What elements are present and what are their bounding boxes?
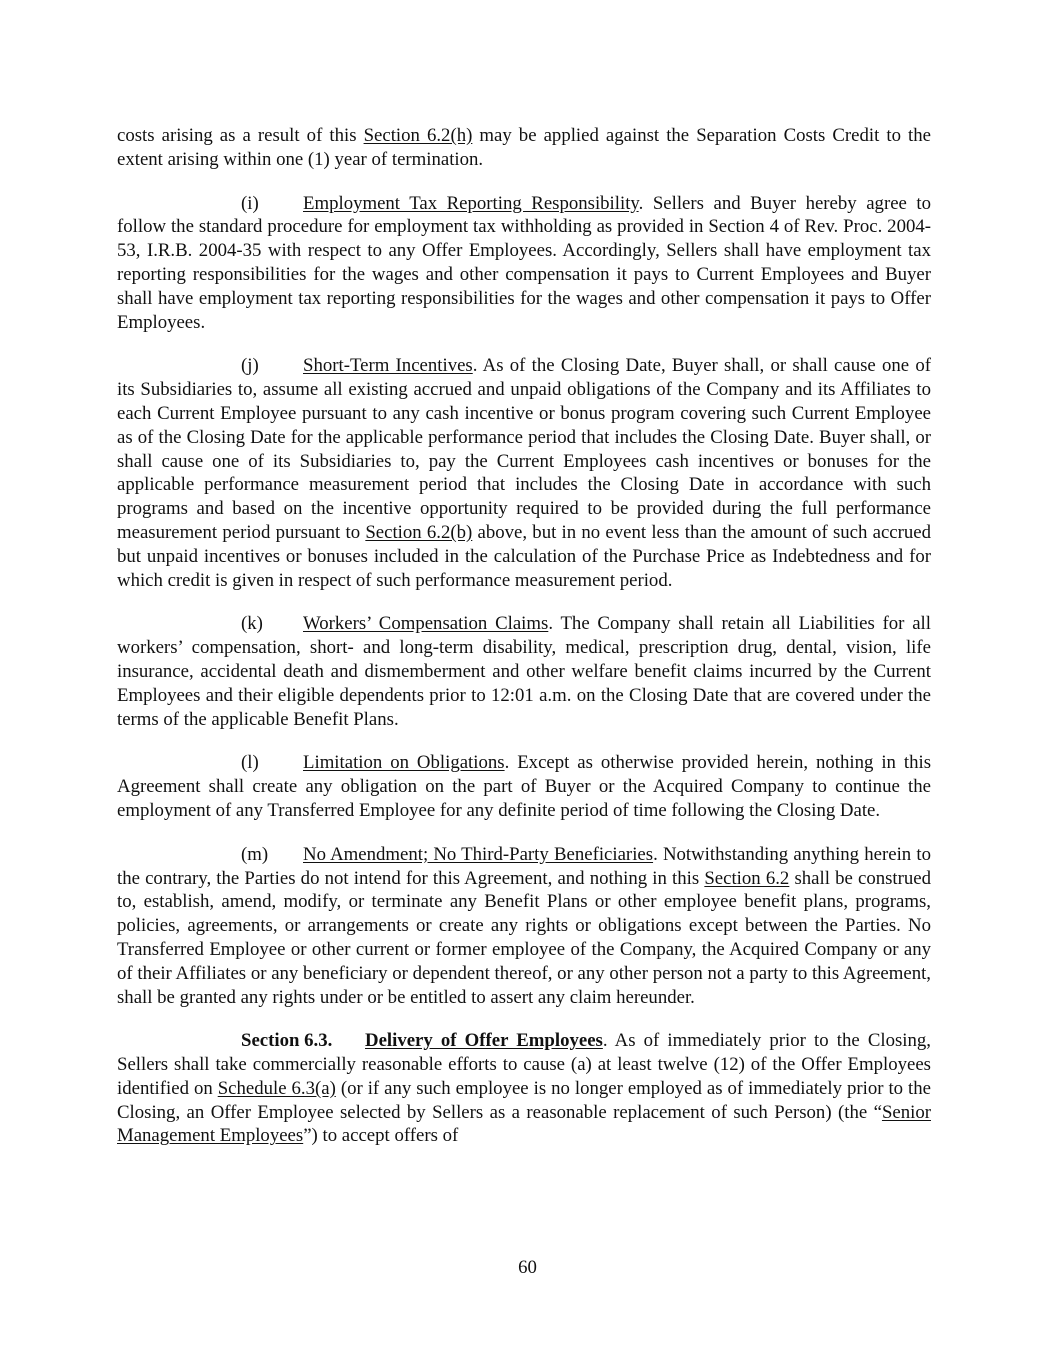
paragraph-heading: No Amendment; No Third-Party Beneficiaries [303, 843, 654, 865]
paragraph-j: (j) Short-Term Incentives. As of the Closing Date, Buyer shall, or shall cause one of its Subsidiaries to, assume all existing accrued and unpaid obligations of the Company and its Affiliates to each Current Employee pursuant to any cash incentive or bonus program covering such Current Employee as of the Closing Date for the applicable performance period that includes the Closing Date. Buyer shall, or shall cause one of its Subsidiaries to, pay the Current Employees cash incentives or bonuses for the applicable performance measurement period that includes the Closing Date in accordance with such programs and based on the incentive opportunity required to be provided during the full performance measurement period pursuant to Section 6.2(b) above, but in no event less than the amount of such accrued but unpaid incentives or bonuses included in the calculation of the Purchase Price as Indebtedness and for which credit is given in respect of such performance measurement period. [117, 355, 931, 591]
paragraph-label: (k) [241, 613, 263, 635]
paragraph-heading: Short-Term Incentives [303, 355, 473, 377]
section-number: Section 6.3. [241, 1030, 333, 1052]
paragraph-label: (i) [241, 192, 259, 214]
paragraph-heading: Limitation on Obligations [303, 752, 505, 774]
paragraph-label: (j) [241, 355, 259, 377]
paragraph-heading: Workers’ Compensation Claims [303, 613, 549, 635]
paragraph-label: (l) [241, 752, 259, 774]
section-reference: Section 6.2(h) [363, 125, 473, 146]
paragraph-l: (l) Limitation on Obligations. Except as otherwise provided herein, nothing in this Agreement shall create any obligation on the part of Buyer or the Acquired Company to continue the employment of any Transferred Employee for any definite period of time following the Closing Date. [117, 752, 932, 821]
paragraph-k: (k) Workers’ Compensation Claims. The Company shall retain all Liabilities for all workers’ compensation, short- and long-term disability, medical, prescription drug, dental, vision, life insurance, accidental death and dismemberment and other welfare benefit claims incurred by the Current Employees and their eligible dependents prior to 12:01 a.m. on the Closing Date that are covered under the terms of the applicable Benefit Plans. [117, 613, 931, 730]
paragraph-label: (m) [241, 843, 269, 865]
section-reference: Section 6.2 [704, 867, 790, 889]
document-page [117, 124, 931, 1168]
section-reference: Section 6.2(b) [365, 521, 473, 543]
defined-term: Senior Management Employees [117, 1101, 931, 1147]
paragraph-m: (m) No Amendment; No Third-Party Beneficiaries. Notwithstanding anything herein to the contrary, the Parties do not intend for this Agreement, and nothing in this Section 6.2 shall be construed to, establish, amend, modify, or terminate any Benefit Plans or other employee benefit plans, programs, policies, agreements, or arrangements or create any rights or obligations except between the Parties. No Transferred Employee or other current or former employee of the Company, the Acquired Company or any of their Affiliates or any beneficiary or dependent thereof, or any other person not a party to this Agreement, shall be granted any rights under or be entitled to assert any claim hereunder. [117, 843, 931, 1008]
page-number: 60 [518, 1257, 537, 1278]
section-title: Delivery of Offer Employees [365, 1030, 603, 1052]
paragraph-i: (i) Employment Tax Reporting Responsibility. Sellers and Buyer hereby agree to follow the standard procedure for employment tax withholding as provided in Section 4 of Rev. Proc. 2004-53, I.R.B. 2004-35 with respect to any Offer Employees. Accordingly, Sellers shall have employment tax reporting responsibilities for the wages and other compensation it pays to Current Employees and Buyer shall have employment tax reporting responsibilities for the wages and other compensation it pays to Offer Employees. [117, 192, 932, 333]
paragraph-heading: Employment Tax Reporting Responsibility [303, 192, 639, 214]
intro-paragraph: costs arising as a result of this Section 6.2(h) may be applied against the Separation Costs Credit to the extent arising within one (1) year of termination. [117, 125, 931, 170]
schedule-reference: Schedule 6.3(a) [217, 1077, 336, 1099]
section-6-3: Section 6.3. Delivery of Offer Employees. As of immediately prior to the Closing, Sellers shall take commercially reasonable efforts to cause (a) at least twelve (12) of the Offer Employees identified on Schedule 6.3(a) (or if any such employee is no longer employed as of immediately prior to the Closing, an Offer Employee selected by Sellers as a reasonable replacement of such Person) (the “Senior Management Employees”) to accept offers of [117, 1030, 931, 1147]
